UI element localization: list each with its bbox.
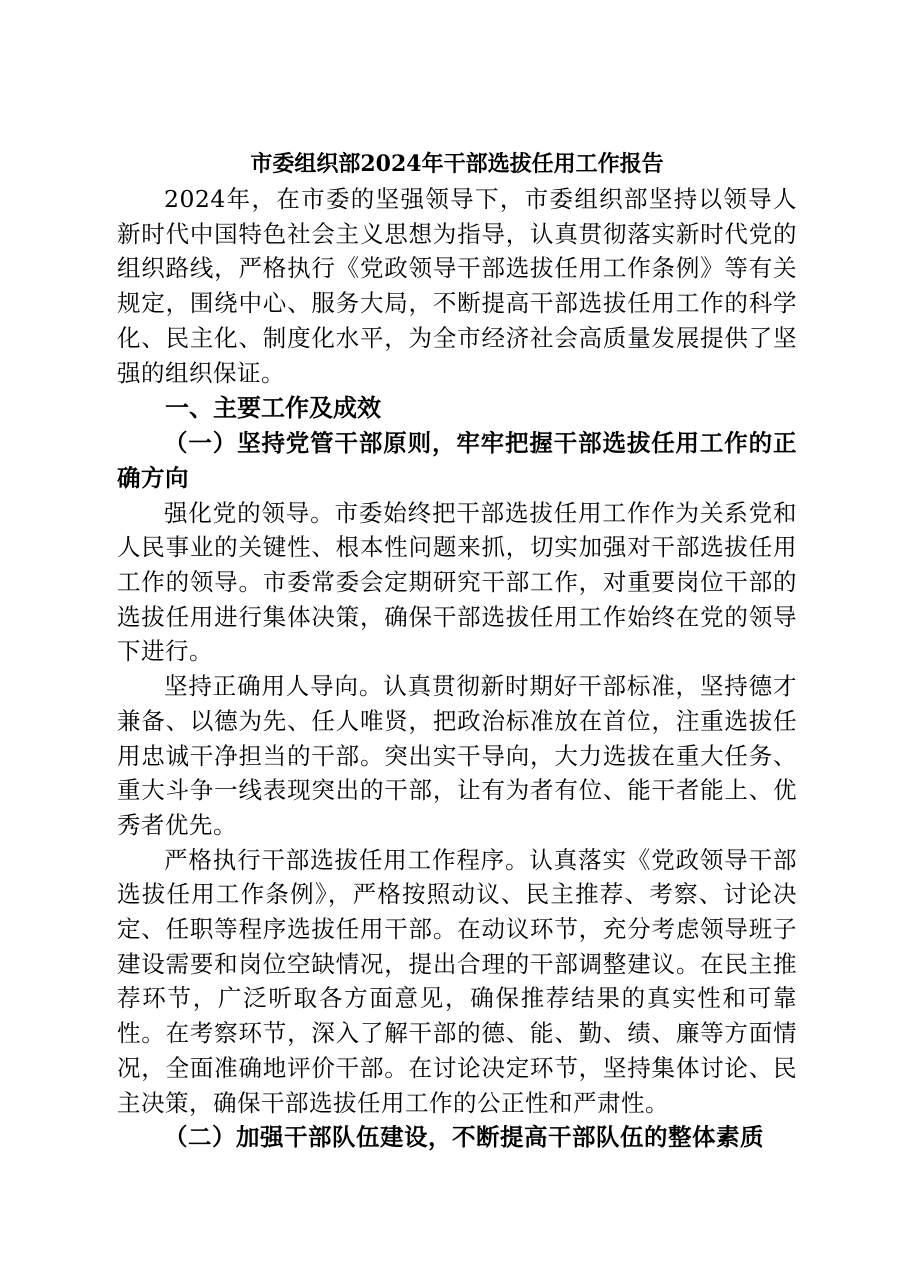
body-paragraph-2: 坚持正确用人导向。认真贯彻新时期好干部标准，坚持德才兼备、以德为先、任人唯贤，把政治标准放在首位，注重选拔任用忠诚干净担当的干部。突出实干导向，大力选拔在重大任务、重大斗争一线表现突出的干部，让有为者有位、能干者能上、优秀者优先。 <box>117 672 797 839</box>
section-heading-1: 一、主要工作及成效 <box>165 394 381 423</box>
document-title: 市委组织部2024年干部选拔任用工作报告 <box>250 151 664 177</box>
body-paragraph-3: 严格执行干部选拔任用工作程序。认真落实《党政领导干部选拔任用工作条例》，严格按照动议、民主推荐、考察、讨论决定、任职等程序选拔任用干部。在动议环节，充分考虑领导班子建设需要和岗位空缺情况，提出合理的干部调整建议。在民主推荐环节，广泛听取各方面意见，确保推荐结果的真实性和可靠性。在考察环节，深入了解干部的德、能、勤、绩、廉等方面情况，全面准确地评价干部。在讨论决定环节，坚持集体讨论、民主决策，确保干部选拔任用工作的公正性和严肃性。 <box>117 845 797 1117</box>
body-paragraph-1: 强化党的领导。市委始终把干部选拔任用工作作为关系党和人民事业的关键性、根本性问题来抓，切实加强对干部选拔任用工作的领导。市委常委会定期研究干部工作，对重要岗位干部的选拔任用进行集体决策，确保干部选拔任用工作始终在党的领导下进行。 <box>117 498 797 666</box>
intro-paragraph: 2024年，在市委的坚强领导下，市委组织部坚持以领导人新时代中国特色社会主义思想为指导，认真贯彻落实新时代党的组织路线，严格执行《党政领导干部选拔任用工作条例》等有关规定，围绕中心、服务大局，不断提高干部选拔任用工作的科学化、民主化、制度化水平，为全市经济社会高质量发展提供了坚强的组织保证。 <box>117 185 797 387</box>
subsection-heading-2: （二）加强干部队伍建设，不断提高干部队伍的整体素质 <box>164 1123 764 1152</box>
subsection-heading-1: （一）坚持党管干部原则，牢牢把握干部选拔任用工作的正确方向 <box>117 429 797 492</box>
document-body <box>117 146 797 1155</box>
